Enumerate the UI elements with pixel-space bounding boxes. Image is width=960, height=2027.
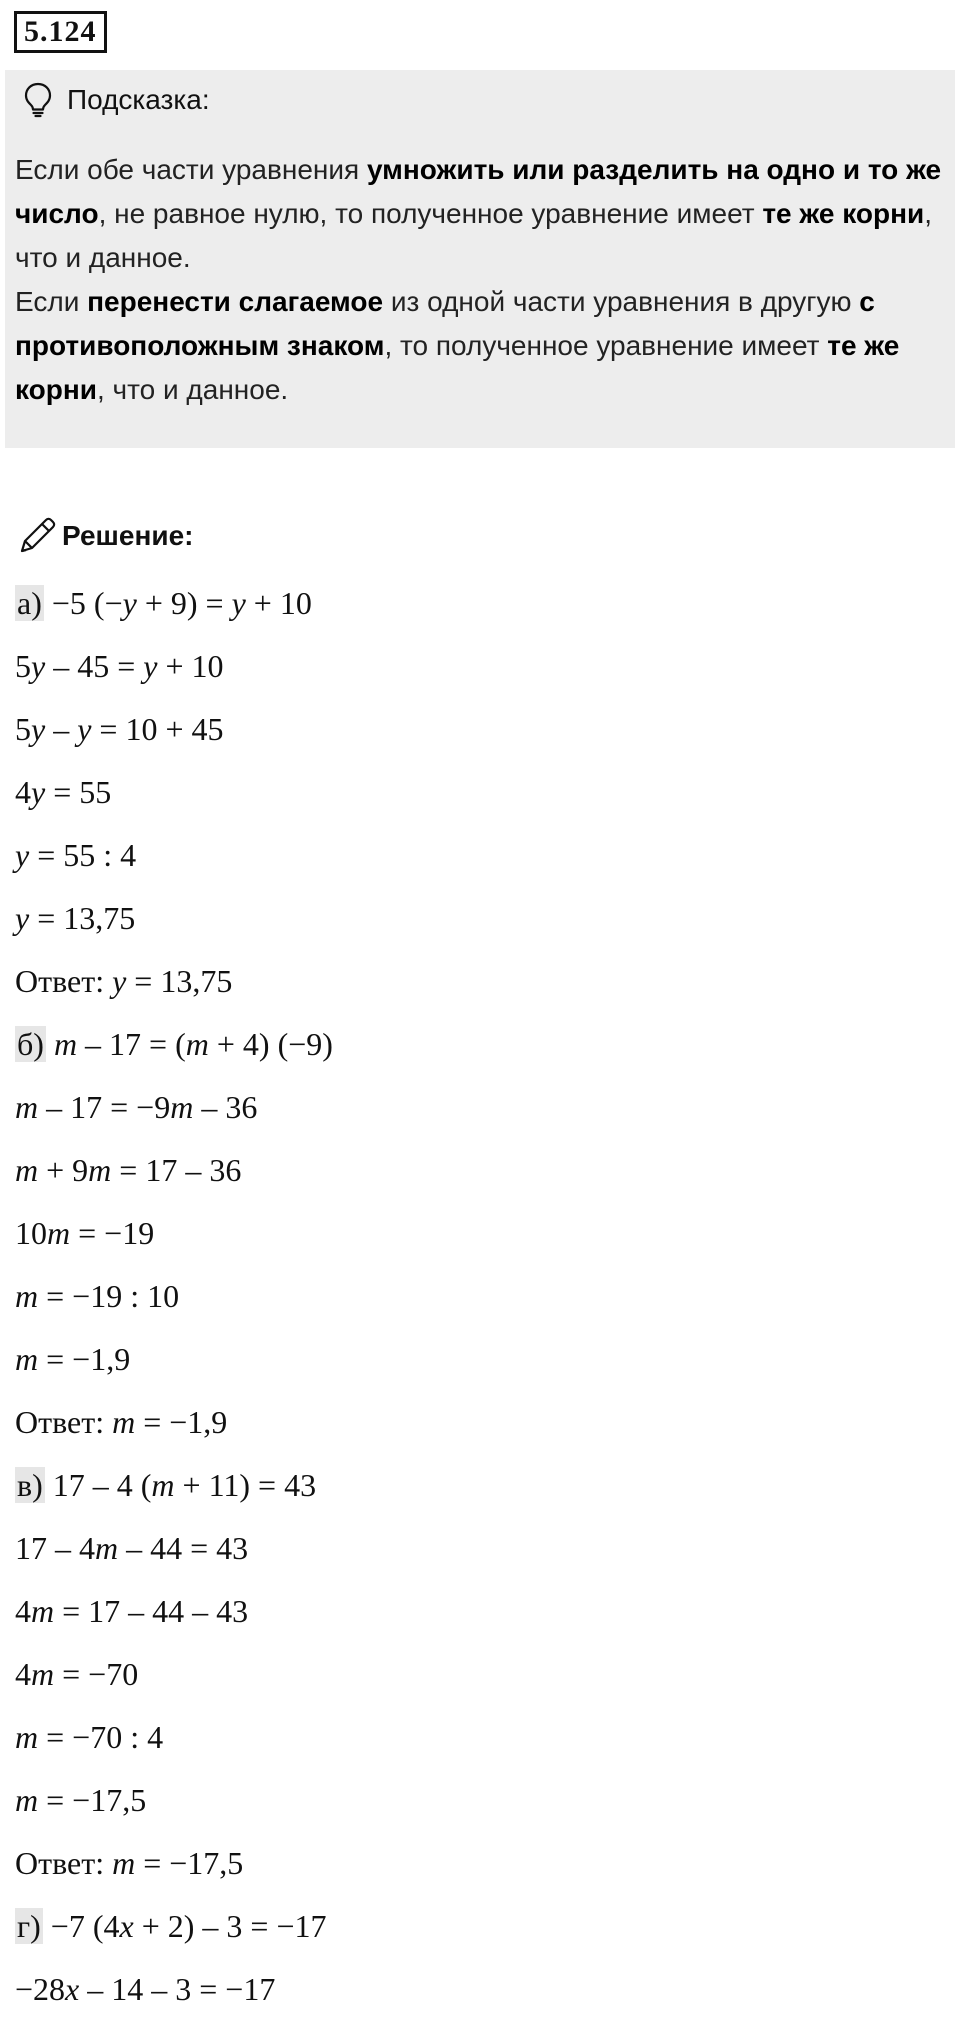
hint-emphasis: умножить или разделить на одно и то же число	[15, 154, 942, 229]
problem-number: 5.124	[14, 11, 107, 53]
equation-text: m + 9m = 17 – 36	[15, 1152, 242, 1188]
solution-line	[15, 1334, 945, 1397]
hint-emphasis: те же корни	[762, 198, 925, 229]
solution-line	[15, 1082, 945, 1145]
hint-run: Если	[15, 286, 88, 317]
item-label: б)	[17, 1026, 44, 1062]
equation-text: 5y – 45 = y + 10	[15, 648, 224, 684]
variable: y	[143, 648, 158, 684]
hint-emphasis: те же корни	[15, 330, 900, 405]
equation-text: 5y – y = 10 + 45	[15, 711, 224, 747]
variable: m	[170, 1089, 194, 1125]
solution-line	[15, 1901, 945, 1964]
variable: x	[119, 1908, 134, 1944]
variable: m	[88, 1152, 112, 1188]
variable: y	[31, 774, 46, 810]
equation-text: y = 13,75	[15, 900, 136, 936]
solution-line	[15, 1523, 945, 1586]
hint-paragraph	[15, 148, 950, 280]
variable: m	[112, 1404, 136, 1440]
equation-text: 4m = 17 – 44 – 43	[15, 1593, 249, 1629]
equation-text: −5 (−y + 9) = y + 10	[43, 585, 312, 621]
variable: m	[15, 1782, 39, 1818]
solution-line	[15, 830, 945, 893]
equation-text: Ответ: m = −1,9	[15, 1404, 228, 1440]
equation-text: 4m = −70	[15, 1656, 139, 1692]
equation-text: 10m = −19	[15, 1215, 155, 1251]
hint-emphasis: перенести слагаемое	[87, 286, 384, 317]
variable: m	[151, 1467, 175, 1503]
variable: m	[15, 1341, 39, 1377]
hint-title: Подсказка:	[67, 84, 210, 115]
solution-line	[15, 1271, 945, 1334]
item-label: а)	[17, 585, 42, 621]
variable: y	[122, 585, 137, 621]
solution-header	[16, 512, 193, 560]
variable: y	[77, 711, 92, 747]
equation-text: 17 – 4 (m + 11) = 43	[44, 1467, 317, 1503]
variable: y	[231, 585, 246, 621]
equation-text: Ответ: m = −17,5	[15, 1845, 244, 1881]
variable: y	[15, 900, 30, 936]
variable: y	[112, 963, 127, 999]
hint-run: из одной части уравнения в другую	[383, 286, 860, 317]
equation-text: −7 (4x + 2) – 3 = −17	[42, 1908, 327, 1944]
solution-line	[15, 1460, 945, 1523]
solution-line	[15, 1649, 945, 1712]
solution-line	[15, 1208, 945, 1271]
variable: m	[31, 1593, 55, 1629]
hint-run: , то полученное уравнение имеет	[384, 330, 828, 361]
equation-text: m = −19 : 10	[15, 1278, 180, 1314]
solution-line	[15, 578, 945, 641]
variable: m	[112, 1845, 136, 1881]
item-label: в)	[17, 1467, 43, 1503]
solution-line	[15, 893, 945, 956]
solution-line	[15, 1019, 945, 1082]
equation-text: y = 55 : 4	[15, 837, 137, 873]
solution-line	[15, 704, 945, 767]
hint-paragraph	[15, 280, 950, 412]
hint-box	[5, 70, 955, 448]
hint-run: , не равное нулю, то полученное уравнение имеет	[98, 198, 763, 229]
equation-text: −28x – 14 – 3 = −17	[15, 1971, 276, 2007]
equation-text: m – 17 = (m + 4) (−9)	[53, 1026, 333, 1062]
variable: m	[95, 1530, 119, 1566]
variable: y	[15, 837, 30, 873]
solution-line	[15, 1586, 945, 1649]
equation-text: m = −70 : 4	[15, 1719, 164, 1755]
hint-run: , что и данное.	[96, 374, 289, 405]
variable: m	[53, 1026, 78, 1062]
equation-text: m – 17 = −9m – 36	[15, 1089, 258, 1125]
solution-line	[15, 1775, 945, 1838]
variable: y	[31, 711, 46, 747]
item-label: г)	[17, 1908, 41, 1944]
solution-lines	[15, 578, 945, 2027]
variable: m	[15, 1152, 39, 1188]
hint-emphasis: с противоположным знаком	[15, 286, 875, 361]
solution-line	[15, 1712, 945, 1775]
solution-line	[15, 641, 945, 704]
equation-text: m = −1,9	[15, 1341, 131, 1377]
equation-text: Ответ: y = 13,75	[15, 963, 233, 999]
hint-header	[23, 78, 210, 122]
variable: m	[15, 1089, 39, 1125]
hint-run: , что и данное.	[15, 198, 932, 273]
solution-line	[15, 1145, 945, 1208]
solution-line	[15, 956, 945, 1019]
variable: m	[31, 1656, 55, 1692]
solution-line	[15, 767, 945, 830]
equation-text: m = −17,5	[15, 1782, 147, 1818]
variable: m	[185, 1026, 209, 1062]
equation-text: 4y = 55	[15, 774, 112, 810]
variable: x	[65, 1971, 80, 2007]
variable: m	[15, 1719, 39, 1755]
equation-text: 17 – 4m – 44 = 43	[15, 1530, 249, 1566]
solution-line	[15, 1397, 945, 1460]
solution-line	[15, 1838, 945, 1901]
solution-line	[15, 1964, 945, 2027]
variable: m	[15, 1278, 39, 1314]
variable: y	[31, 648, 46, 684]
hint-text	[15, 148, 950, 412]
hint-run: Если обе части уравнения	[15, 154, 367, 185]
pencil-icon	[16, 515, 58, 557]
solution-title: Решение:	[62, 520, 194, 551]
lightbulb-icon	[23, 82, 53, 118]
variable: m	[47, 1215, 71, 1251]
